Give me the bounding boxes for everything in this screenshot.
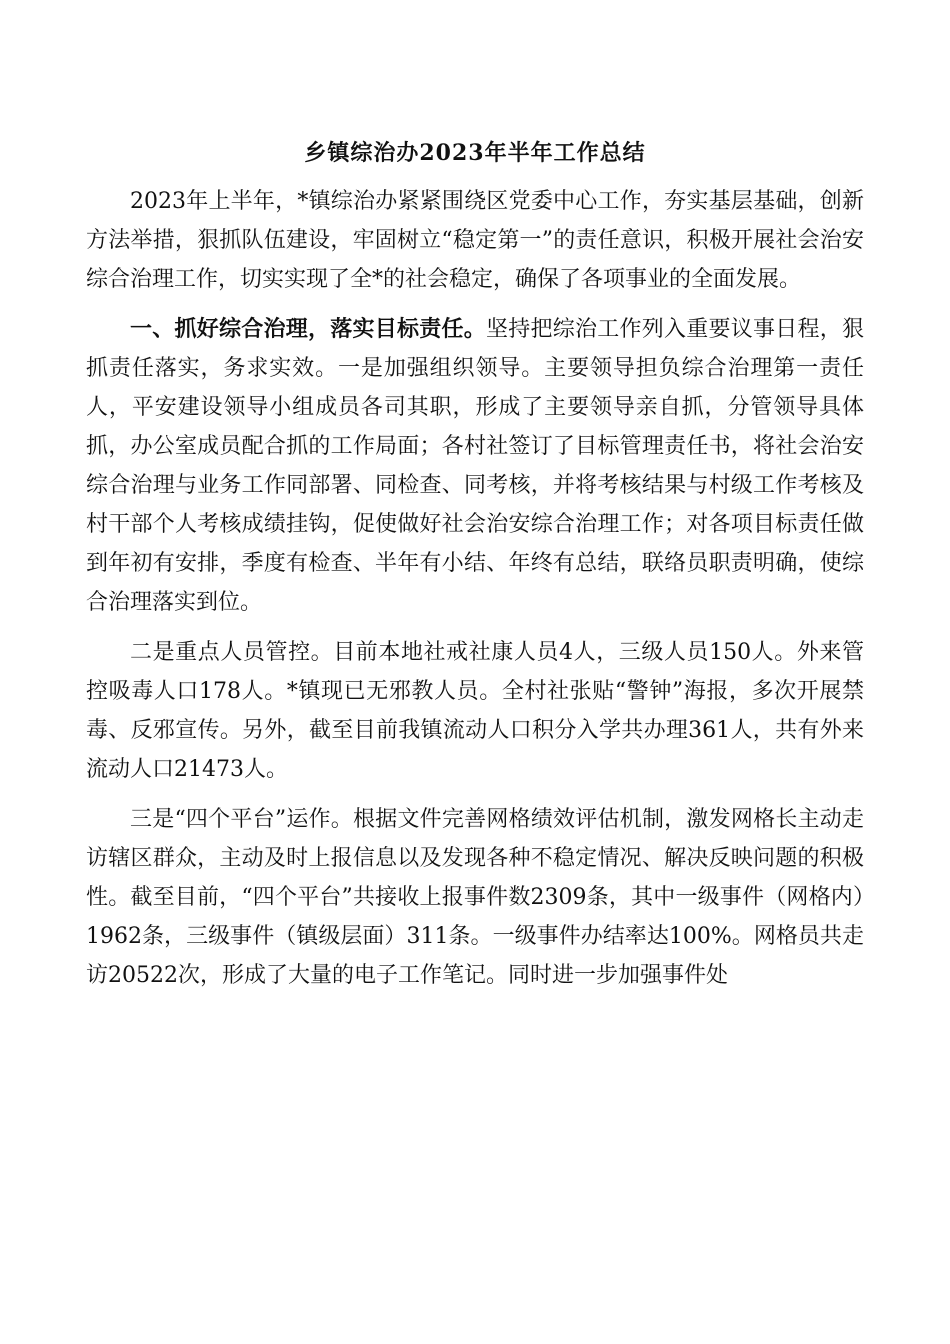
paragraph-text: 三是“四个平台”运作。根据文件完善网格绩效评估机制，激发网格长主动走访辖区群众，主动及时上报信息以及发现各种不稳定情况、解决反映问题的积极性。截至目前，“四个平台”共接收上报事件数2309条，其中一级事件（网格内）1962条，三级事件（镇级层面）311条。一级事件办结率达100%。网格员共走访20522次，形成了大量的电子工作笔记。同时进一步加强事件处	[86, 807, 864, 988]
paragraph-key-personnel	[86, 633, 864, 789]
paragraph-four-platforms	[86, 800, 864, 995]
paragraph-text: 坚持把综治工作列入重要议事日程，狠抓责任落实，务求实效。一是加强组织领导。主要领导担负综合治理第一责任人，平安建设领导小组成员各司其职，形成了主要领导亲自抓，分管领导具体抓，办公室成员配合抓的工作局面；各村社签订了目标管理责任书，将社会治安综合治理与业务工作同部署、同检查、同考核，并将考核结果与村级工作考核及村干部个人考核成绩挂钩，促使做好社会治安综合治理工作；对各项目标责任做到年初有安排，季度有检查、半年有小结、年终有总结，联络员职责明确，使综合治理落实到位。	[86, 317, 864, 615]
paragraph-text: 二是重点人员管控。目前本地社戒社康人员4人，三级人员150人。外来管控吸毒人口178人。*镇现已无邪教人员。全村社张贴“警钟”海报，多次开展禁毒、反邪宣传。另外，截至目前我镇流动人口积分入学共办理361人，共有外来流动人口21473人。	[86, 640, 864, 782]
document-title: 乡镇综治办2023年半年工作总结	[304, 140, 646, 166]
document-body	[86, 182, 864, 995]
paragraph-text: 2023年上半年，*镇综治办紧紧围绕区党委中心工作，夯实基层基础，创新方法举措，狠抓队伍建设，牢固树立“稳定第一”的责任意识，积极开展社会治安综合治理工作，切实实现了全*的社会稳定，确保了各项事业的全面发展。	[86, 189, 864, 292]
paragraph-section-1	[86, 310, 864, 622]
section-heading: 一、抓好综合治理，落实目标责任。	[130, 316, 486, 342]
paragraph-intro	[86, 182, 864, 299]
